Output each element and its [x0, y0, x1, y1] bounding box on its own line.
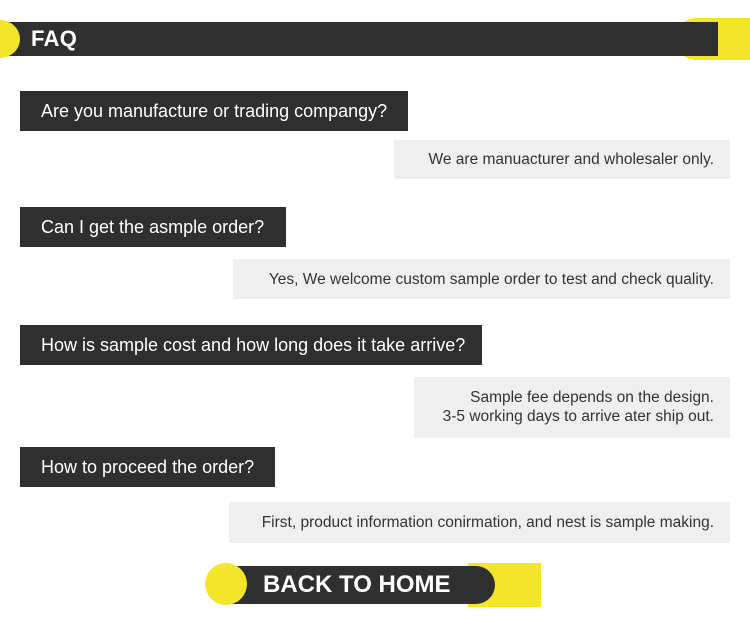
faq-answer-3: [414, 377, 730, 438]
faq-answer-1: [394, 140, 730, 179]
home-button-label: BACK TO HOME: [263, 571, 451, 598]
faq-question-3: How is sample cost and how long does it take arrive?: [20, 325, 482, 365]
header-dark-band: [0, 22, 718, 56]
faq-header-bar: [0, 20, 750, 58]
faq-answer-2: [233, 259, 730, 299]
page-title: FAQ: [31, 26, 78, 51]
faq-question-1: Are you manufacture or trading compangy?: [20, 91, 408, 131]
faq-answer-2-line-1: Yes, We welcome custom sample order to test and check quality.: [268, 271, 714, 288]
faq-question-4: How to proceed the order?: [20, 447, 275, 487]
faq-answer-1-line-1: We are manuacturer and wholesaler only.: [428, 151, 714, 168]
faq-answer-3-line-2: 3-5 working days to arrive ater ship out.: [442, 408, 714, 425]
faq-answer-4: [229, 502, 730, 543]
home-button-accent-dot: [205, 563, 247, 605]
faq-question-2: Can I get the asmple order?: [20, 207, 286, 247]
faq-answer-4-line-1: First, product information conirmation, and nest is sample making.: [261, 514, 714, 531]
back-to-home-button[interactable]: [205, 563, 545, 609]
faq-answer-3-line-1: Sample fee depends on the design.: [470, 389, 714, 406]
